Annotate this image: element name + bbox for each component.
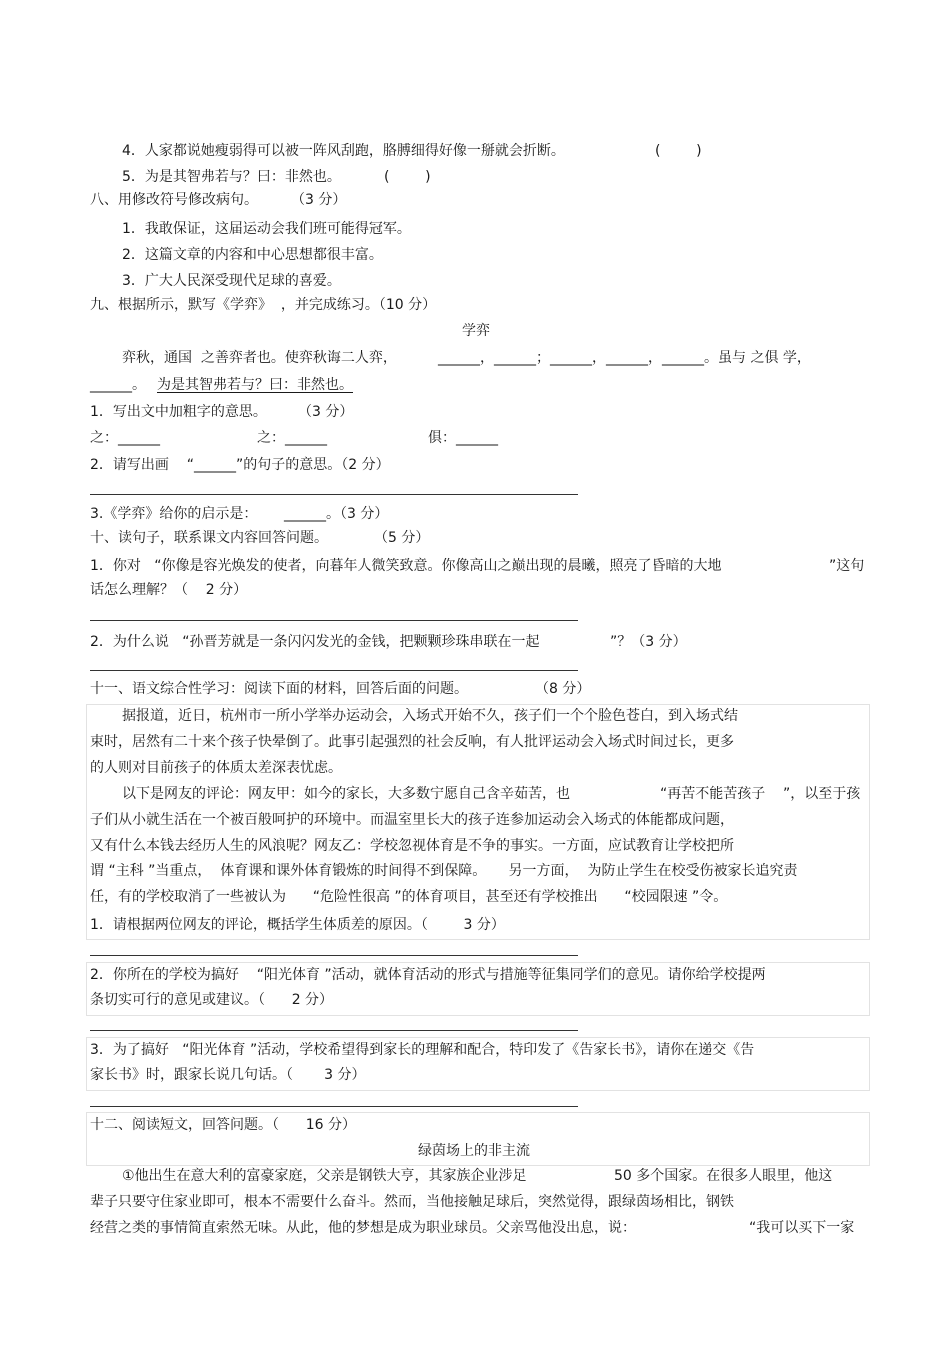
question-7-4: 4．人家都说她瘦弱得可以被一阵风刮跑，胳膊细得好像一掰就会折断。 (122, 143, 565, 159)
article-line: ①他出生在意大利的富豪家庭，父亲是钢铁大亨，其家族企业涉足 (122, 1168, 527, 1184)
article-line-end: 50 多个国家。在很多人眼里，他这 (614, 1168, 833, 1184)
question-7-5: 5．为是其智弗若与？曰：非然也。 (122, 169, 341, 185)
question-10-1: 1．你对 “你像是容光焕发的使者，向暮年人微笑致意。你像高山之巅出现的晨曦，照亮了昏暗的大地 (90, 558, 722, 574)
section-8-item: 3．广大人民深受现代足球的喜爱。 (122, 273, 341, 289)
question-11-1: 1．请根据两位网友的评论，概括学生体质差的原因。（ 3 分） (90, 917, 505, 933)
answer-line (90, 620, 578, 621)
passage-title: 学弈 (462, 323, 490, 339)
word-blank: 之：______ (257, 430, 327, 446)
material-line: 子们从小就生活在一个被百般呵护的环境中。而温室里长大的孩子连参加运动会入场式的体能都成问题， (90, 812, 734, 828)
article-line: 经营之类的事情简直索然无味。从此，他的梦想是成为职业球员。父亲骂他没出息，说： (90, 1220, 636, 1236)
section-9-heading: 九、根据所示，默写《学弈》 ，并完成练习。（10 分） (90, 297, 437, 313)
question-9-2: 2．请写出画 “______”的句子的意思。（2 分） (90, 457, 390, 473)
fill-blank: ______。 (90, 377, 146, 393)
section-8-heading: 八、用修改符号修改病句。 (90, 192, 258, 208)
question-11-2: 2．你所在的学校为搞好 “阳光体育 ”活动，就体育活动的形式与措施等征集同学们的意见。请你给学校提两 (90, 967, 766, 983)
section-11-heading: 十一、语文综合性学习：阅读下面的材料，回答后面的问题。 (90, 681, 468, 697)
question-score: （3 分） (298, 404, 354, 420)
question-11-3-cont: 家长书》时，跟家长说几句话。（ 3 分） (90, 1067, 366, 1083)
article-title: 绿茵场上的非主流 (418, 1143, 530, 1159)
fill-blanks: ______，______；______，______，______。虽与 之俱 学， (438, 350, 811, 366)
word-blank: 俱：______ (428, 430, 498, 446)
question-11-3: 3．为了搞好 “阳光体育 ”活动，学校希望得到家长的理解和配合，特印发了《告家长书》，请你在递交《告 (90, 1042, 755, 1058)
answer-line (90, 1030, 578, 1031)
question-9-3: 3.《学弈》给你的启示是： ______。（3 分） (90, 506, 389, 522)
section-11-score: （8 分） (535, 681, 591, 697)
section-8-item: 1．我敢保证，这届运动会我们班可能得冠军。 (122, 221, 411, 237)
material-line: 束时，居然有二十来个孩子快晕倒了。此事引起强烈的社会反响，有人批评运动会入场式时间过长，更多 (90, 734, 734, 750)
answer-line (90, 955, 578, 956)
material-line: 任，有的学校取消了一些被认为 “危险性很高 ”的体育项目，甚至还有学校推出 “校园限速 ”令。 (90, 889, 728, 905)
question-10-2-end: ”？（3 分） (610, 634, 687, 650)
underlined-sentence: 为是其智弗若与？曰：非然也。 (157, 377, 353, 393)
answer-line (90, 494, 578, 495)
material-quote: “再苦不能苦孩子 ”，以至于孩 (660, 786, 861, 802)
answer-line (90, 670, 578, 671)
material-line: 据报道，近日，杭州市一所小学举办运动会，入场式开始不久，孩子们一个个脸色苍白，到入场式结 (122, 708, 738, 724)
section-10-score: （5 分） (374, 530, 430, 546)
article-line-end: “我可以买下一家 (749, 1220, 855, 1236)
answer-line (90, 1106, 578, 1107)
section-12-heading: 十二、阅读短文，回答问题。（ 16 分） (90, 1117, 356, 1133)
passage-line: 弈秋，通国 之善弈者也。使弈秋诲二人弈， (122, 350, 397, 366)
question-10-1-end: ”这句 (829, 558, 865, 574)
question-11-2-cont: 条切实可行的意见或建议。（ 2 分） (90, 992, 334, 1008)
answer-paren: ( ) (384, 169, 431, 185)
question-9-1: 1．写出文中加粗字的意思。 (90, 404, 267, 420)
answer-paren: ( ) (655, 143, 702, 159)
question-10-2: 2．为什么说 “孙晋芳就是一条闪闪发光的金钱，把颗颗珍珠串联在一起 (90, 634, 540, 650)
material-line: 的人则对目前孩子的体质太差深表忧虑。 (90, 760, 342, 776)
article-line: 辈子只要守住家业即可，根本不需要什么奋斗。然而，当他接触足球后，突然觉得，跟绿茵场相比，钢铁 (90, 1194, 734, 1210)
word-blank: 之：______ (90, 430, 160, 446)
section-8-item: 2．这篇文章的内容和中心思想都很丰富。 (122, 247, 383, 263)
question-10-1-cont: 话怎么理解？（ 2 分） (90, 582, 248, 598)
material-line: 又有什么本钱去经历人生的风浪呢？网友乙：学校忽视体育是不争的事实。一方面，应试教育让学校把所 (90, 838, 734, 854)
section-8-score: （3 分） (291, 192, 347, 208)
section-10-heading: 十、读句子，联系课文内容回答问题。 (90, 530, 328, 546)
material-line: 谓 “主科 ”当重点， 体育课和课外体育锻炼的时间得不到保障。 另一方面， 为防止学生在校受伤被家长追究责 (90, 863, 798, 879)
material-line: 以下是网友的评论：网友甲：如今的家长，大多数宁愿自己含辛茹苦，也 (122, 786, 570, 802)
